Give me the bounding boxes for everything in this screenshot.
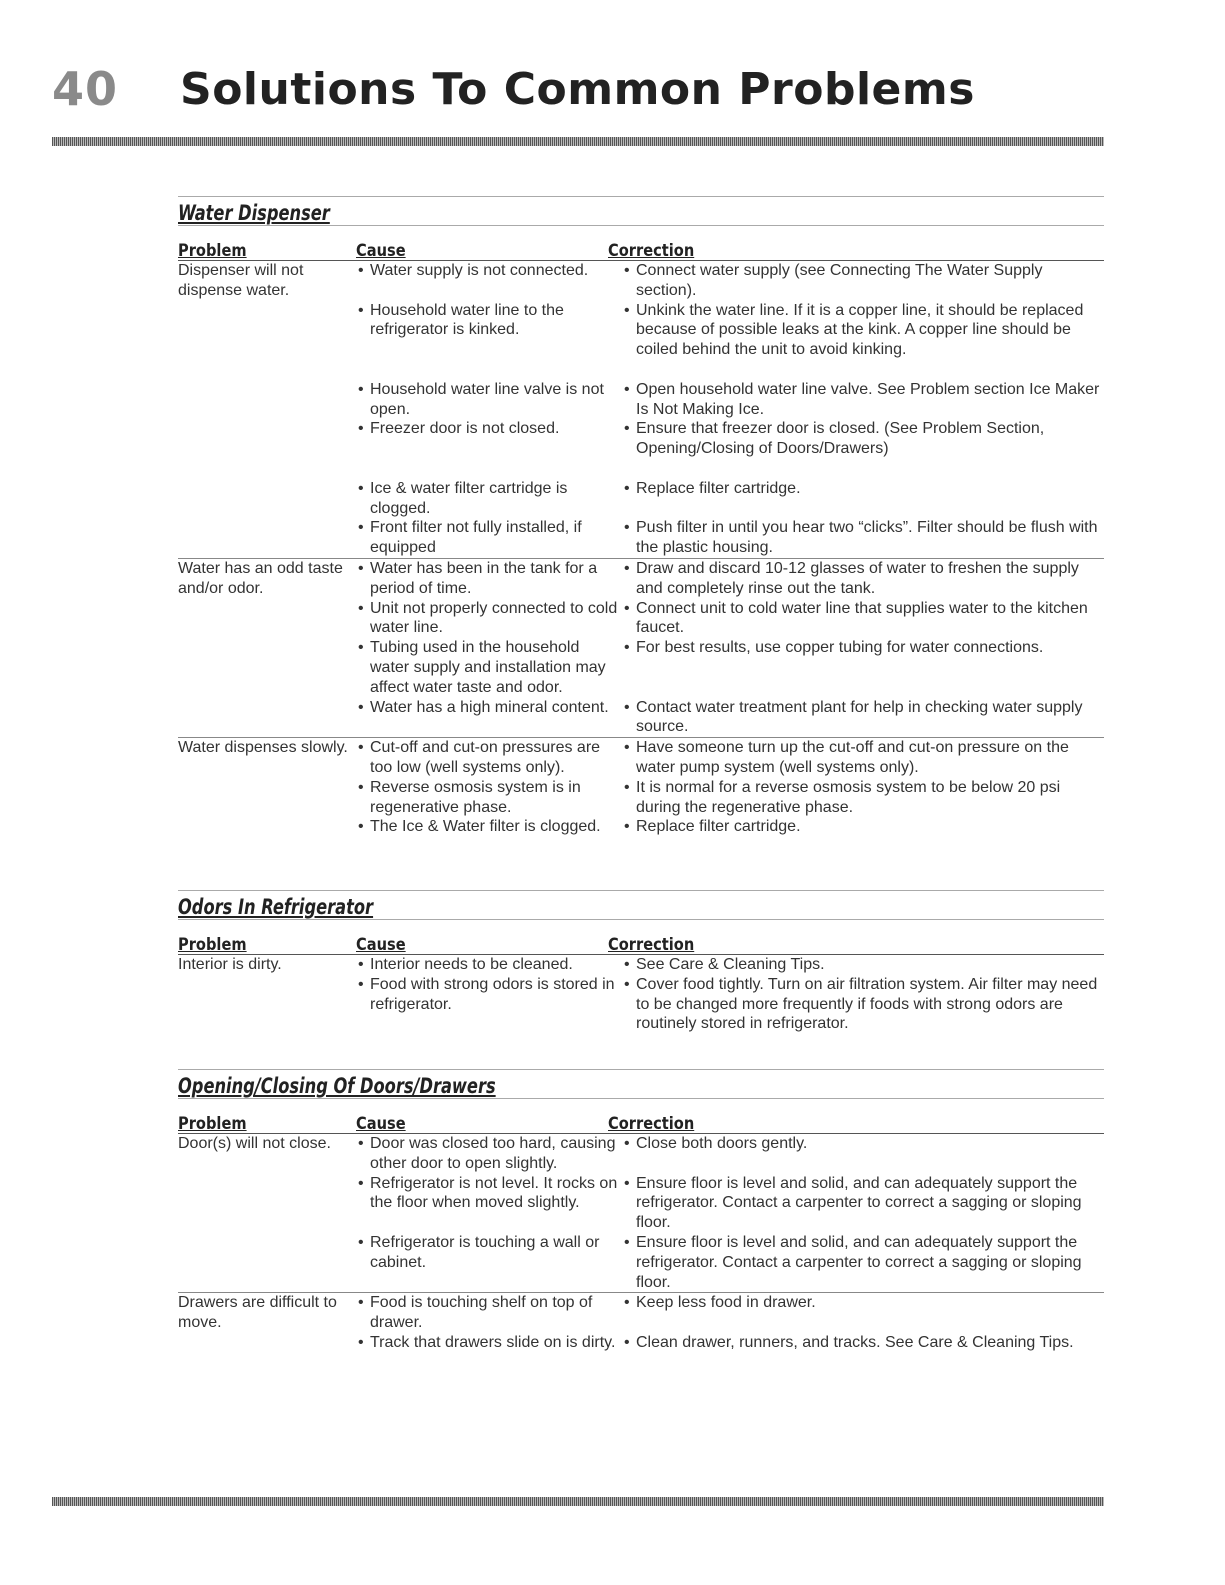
correction-cell: • Ensure floor is level and solid, and can adequately support the refrigerator. Contact a carpenter to correct a sagging or sloping floor. xyxy=(622,1233,1104,1292)
cause-cell: • Freezer door is not closed. xyxy=(356,419,622,459)
cause-cell: • Reverse osmosis system is in regenerative phase. xyxy=(356,778,622,818)
problem-group xyxy=(178,261,1104,559)
table-row xyxy=(178,518,1104,558)
cause-cell: • Water supply is not connected. xyxy=(356,261,622,301)
column-header-correction: Correction xyxy=(608,1114,695,1134)
problem-group xyxy=(178,738,1104,837)
cause-cell: • Water has been in the tank for a period of time. xyxy=(356,559,622,599)
table-row xyxy=(178,778,1104,818)
problem-group xyxy=(178,1134,1104,1293)
problem-cell: Water dispenses slowly. xyxy=(178,739,348,757)
column-header-correction: Correction xyxy=(608,241,695,261)
problem-cell-empty xyxy=(178,698,356,738)
correction-cell: • Close both doors gently. xyxy=(622,1134,1104,1174)
correction-cell: • Open household water line valve. See Problem section Ice Maker Is Not Making Ice. xyxy=(622,380,1104,420)
section-odors-in-refrigerator xyxy=(178,890,1104,1034)
correction-cell: • Push filter in until you hear two “clicks”. Filter should be flush with the plastic housing. xyxy=(622,518,1104,558)
correction-cell: • Unkink the water line. If it is a copper line, it should be replaced because of possible leaks at the kink. A copper line should be coiled behind the unit to avoid kinking. xyxy=(622,301,1104,360)
table-row xyxy=(178,559,1104,599)
problem-cell-empty xyxy=(178,817,356,837)
correction-cell: • Ensure that freezer door is closed. (See Problem Section, Opening/Closing of Doors/Drawers) xyxy=(622,419,1104,459)
cause-cell: • Household water line valve is not open. xyxy=(356,380,622,420)
cause-cell: • Door was closed too hard, causing other door to open slightly. xyxy=(356,1134,622,1174)
cause-cell: • Track that drawers slide on is dirty. xyxy=(356,1333,622,1353)
correction-cell: • It is normal for a reverse osmosis system to be below 20 psi during the regenerative phase. xyxy=(622,778,1104,818)
section-title-rule xyxy=(178,1098,1104,1099)
problem-cell-empty xyxy=(178,975,356,1034)
problem-cell: Interior is dirty. xyxy=(178,956,282,973)
table-row xyxy=(178,1333,1104,1353)
table-row xyxy=(178,638,1104,697)
column-header-problem: Problem xyxy=(178,1114,247,1134)
table-row xyxy=(178,419,1104,459)
cause-cell: • Food is touching shelf on top of drawer. xyxy=(356,1293,622,1333)
table-row xyxy=(178,1174,1104,1233)
problem-cell-empty xyxy=(178,518,356,558)
section-opening-closing-doors-drawers xyxy=(178,1069,1104,1353)
section-water-dispenser xyxy=(178,196,1104,837)
section-title-rule xyxy=(178,225,1104,226)
correction-cell: • See Care & Cleaning Tips. xyxy=(622,955,1104,975)
page-header xyxy=(52,62,1112,132)
cause-cell: • The Ice & Water filter is clogged. xyxy=(356,817,622,837)
table-row xyxy=(178,479,1104,519)
section-title: Odors In Refrigerator xyxy=(178,895,374,919)
correction-cell: • For best results, use copper tubing for water connections. xyxy=(622,638,1104,697)
table-row xyxy=(178,1293,1104,1333)
cause-cell: • Unit not properly connected to cold water line. xyxy=(356,599,622,639)
problem-cell: Drawers are difficult to move. xyxy=(178,1294,337,1332)
correction-cell: • Ensure floor is level and solid, and can adequately support the refrigerator. Contact a carpenter to correct a sagging or sloping floor. xyxy=(622,1174,1104,1233)
cause-cell: • Front filter not fully installed, if equipped xyxy=(356,518,622,558)
page-number: 40 xyxy=(52,62,119,116)
correction-cell: • Replace filter cartridge. xyxy=(622,817,1104,837)
problem-cell-empty xyxy=(178,1333,356,1353)
problem-cell-empty xyxy=(178,419,356,459)
header-rule xyxy=(52,137,1104,146)
section-title: Opening/Closing Of Doors/Drawers xyxy=(178,1074,496,1098)
problem-cell-empty xyxy=(178,1233,356,1292)
column-header-problem: Problem xyxy=(178,935,247,955)
table-row xyxy=(178,817,1104,837)
correction-cell: • Replace filter cartridge. xyxy=(622,479,1104,519)
correction-cell: • Contact water treatment plant for help in checking water supply source. xyxy=(622,698,1104,738)
problem-cell-empty xyxy=(178,479,356,519)
correction-cell: • Keep less food in drawer. xyxy=(622,1293,1104,1333)
correction-cell: • Cover food tightly. Turn on air filtration system. Air filter may need to be changed more frequently if foods with strong odors are routinely stored in refrigerator. xyxy=(622,975,1104,1034)
correction-cell: • Have someone turn up the cut-off and cut-on pressure on the water pump system (well systems only). xyxy=(622,738,1104,778)
problem-cell-empty xyxy=(178,599,356,639)
problem-group xyxy=(178,559,1104,738)
table-row xyxy=(178,261,1104,301)
problem-group xyxy=(178,955,1104,1034)
correction-cell: • Connect water supply (see Connecting The Water Supply section). xyxy=(622,261,1104,301)
column-header-cause: Cause xyxy=(356,1114,406,1134)
cause-cell: • Food with strong odors is stored in refrigerator. xyxy=(356,975,622,1034)
cause-cell: • Refrigerator is touching a wall or cabinet. xyxy=(356,1233,622,1292)
problem-cell: Door(s) will not close. xyxy=(178,1135,331,1152)
table-row xyxy=(178,738,1104,778)
problem-cell-empty xyxy=(178,1174,356,1233)
problem-cell-empty xyxy=(178,301,356,360)
page-title: Solutions To Common Problems xyxy=(180,64,975,115)
table-row xyxy=(178,955,1104,975)
table-row xyxy=(178,698,1104,738)
problem-cell: Dispenser will not dispense water. xyxy=(178,262,304,299)
table-row xyxy=(178,1134,1104,1174)
table-row xyxy=(178,599,1104,639)
section-title: Water Dispenser xyxy=(178,201,330,225)
problem-cell: Water has an odd taste and/or odor. xyxy=(178,559,343,597)
column-header-cause: Cause xyxy=(356,935,406,955)
problem-cell-empty xyxy=(178,380,356,420)
column-header-correction: Correction xyxy=(608,935,695,955)
column-header-cause: Cause xyxy=(356,241,406,261)
correction-cell: • Connect unit to cold water line that supplies water to the kitchen faucet. xyxy=(622,599,1104,639)
column-headers xyxy=(178,936,1104,955)
correction-cell: • Draw and discard 10-12 glasses of water to freshen the supply and completely rinse out the tank. xyxy=(622,559,1104,599)
table-row xyxy=(178,975,1104,1034)
cause-cell: • Ice & water filter cartridge is clogged. xyxy=(356,479,622,519)
table-row xyxy=(178,301,1104,360)
cause-cell: • Water has a high mineral content. xyxy=(356,698,622,738)
problem-cell-empty xyxy=(178,778,356,818)
column-headers xyxy=(178,1115,1104,1134)
cause-cell: • Household water line to the refrigerator is kinked. xyxy=(356,301,622,360)
cause-cell: • Refrigerator is not level. It rocks on the floor when moved slightly. xyxy=(356,1174,622,1233)
column-header-problem: Problem xyxy=(178,241,247,261)
table-row xyxy=(178,380,1104,420)
correction-cell: • Clean drawer, runners, and tracks. See Care & Cleaning Tips. xyxy=(622,1333,1104,1353)
problem-cell-empty xyxy=(178,638,356,697)
problem-group xyxy=(178,1293,1104,1352)
footer-rule xyxy=(52,1497,1104,1506)
table-row xyxy=(178,1233,1104,1292)
cause-cell: • Tubing used in the household water supply and installation may affect water taste and odor. xyxy=(356,638,622,697)
column-headers xyxy=(178,242,1104,261)
section-title-rule xyxy=(178,919,1104,920)
cause-cell: • Cut-off and cut-on pressures are too low (well systems only). xyxy=(356,738,622,778)
cause-cell: • Interior needs to be cleaned. xyxy=(356,955,622,975)
